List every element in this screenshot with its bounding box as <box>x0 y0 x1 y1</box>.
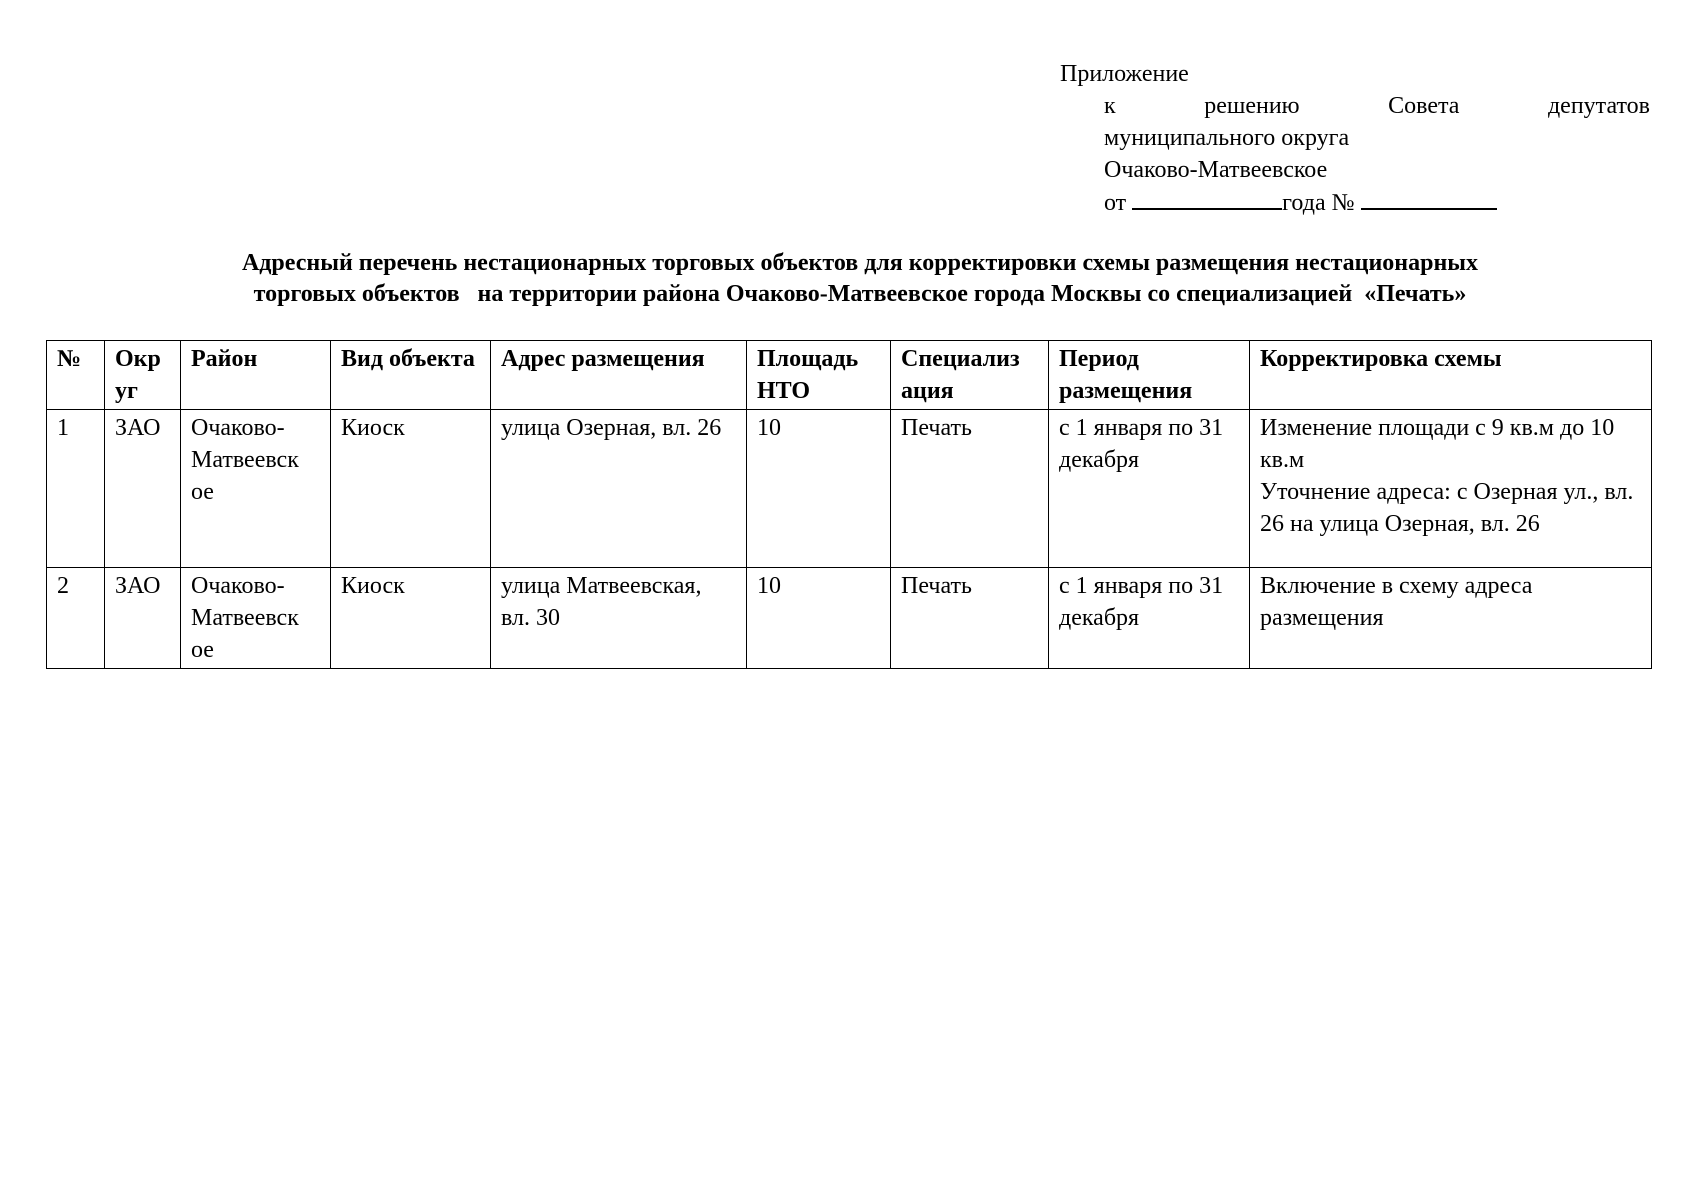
cell-correction <box>1250 410 1652 568</box>
header-okrug: Окр уг <box>105 341 181 410</box>
table-row <box>47 410 1652 568</box>
cell-area: 10 <box>747 410 891 568</box>
cell-object-type: Киоск <box>331 568 491 669</box>
header-period: Период размещения <box>1049 341 1250 410</box>
header-number: № <box>47 341 105 410</box>
cell-specialization: Печать <box>891 410 1049 568</box>
header-correction: Корректировка схемы <box>1250 341 1652 410</box>
cell-number: 2 <box>47 568 105 669</box>
cell-period: с 1 января по 31 декабря <box>1049 568 1250 669</box>
registry-table <box>46 340 1652 669</box>
table-header-row <box>47 341 1652 410</box>
header-address: Адрес размещения <box>491 341 747 410</box>
cell-district: Очаково-Матвеевск ое <box>181 568 331 669</box>
correction-text-1: Включение в схему адреса размещения <box>1260 573 1533 631</box>
table-row <box>47 568 1652 669</box>
number-blank <box>1361 186 1497 210</box>
date-prefix: от <box>1104 190 1127 216</box>
header-district: Район <box>181 341 331 410</box>
appendix-label: Приложение <box>1060 61 1189 87</box>
date-blank <box>1132 186 1282 210</box>
title-line-2: торговых объектов на территории района Очаково-Матвеевское города Москвы со специализацией «Печать» <box>253 281 1467 307</box>
date-middle: года № <box>1282 190 1355 216</box>
cell-period: с 1 января по 31 декабря <box>1049 410 1250 568</box>
cell-correction <box>1250 568 1652 669</box>
cell-okrug: ЗАО <box>105 568 181 669</box>
cell-number: 1 <box>47 410 105 568</box>
header-specialization: Специализ ация <box>891 341 1049 410</box>
title-line-1: Адресный перечень нестационарных торговых объектов для корректировки схемы размещения нестационарных <box>241 250 1479 276</box>
cell-object-type: Киоск <box>331 410 491 568</box>
appendix-header <box>1060 58 1650 219</box>
appendix-date-line <box>1104 186 1650 219</box>
correction-text-2: Уточнение адреса: с Озерная ул., вл. 26 на улица Озерная, вл. 26 <box>1260 479 1634 537</box>
cell-specialization: Печать <box>891 568 1049 669</box>
header-object-type: Вид объекта <box>331 341 491 410</box>
cell-area: 10 <box>747 568 891 669</box>
appendix-district-line: Очаково-Матвеевское <box>1104 157 1328 183</box>
correction-text-1: Изменение площади с 9 кв.м до 10 кв.м <box>1260 415 1627 473</box>
header-area: Площадь НТО <box>747 341 891 410</box>
cell-address: улица Озерная, вл. 26 <box>491 410 747 568</box>
cell-address: улица Матвеевская, вл. 30 <box>491 568 747 669</box>
appendix-municipality-line: муниципального округа <box>1104 125 1350 151</box>
cell-okrug: ЗАО <box>105 410 181 568</box>
cell-district: Очаково-Матвеевск ое <box>181 410 331 568</box>
appendix-decision-line: к решению Совета депутатов <box>1104 93 1650 119</box>
document-title <box>120 248 1600 310</box>
